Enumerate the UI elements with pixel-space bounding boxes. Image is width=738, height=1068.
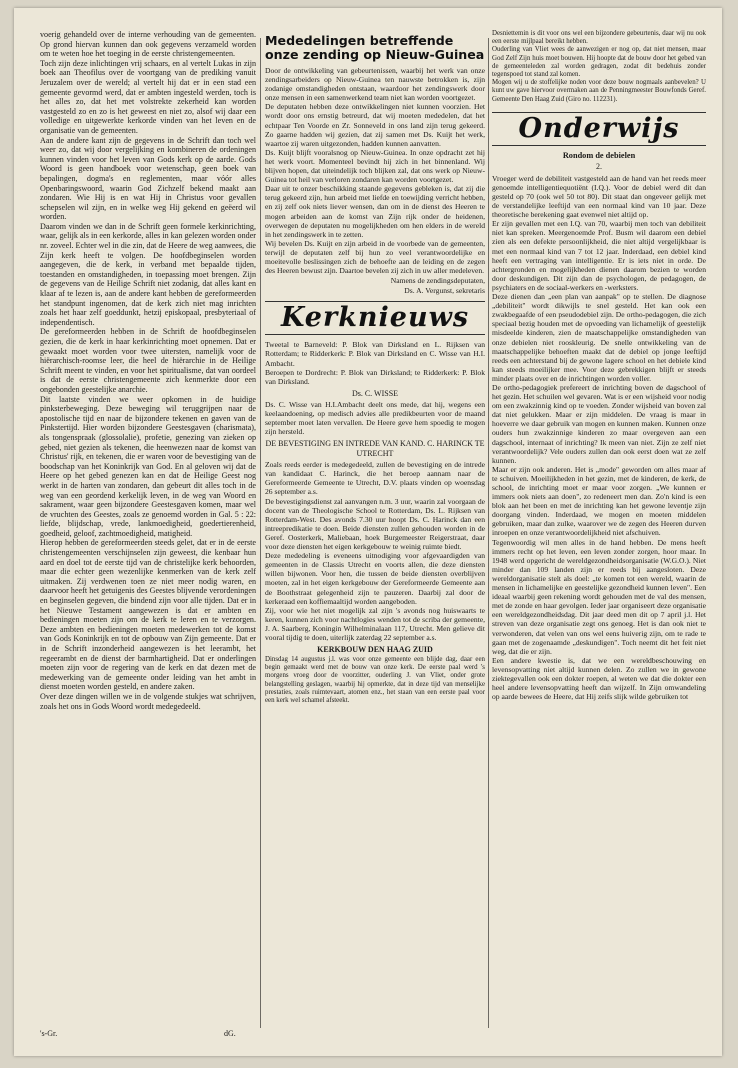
signature-line: Namens de zendingsdeputaten, (390, 276, 485, 286)
article-paragraph: De bevestigingsdienst zal aanvangen n.m. 3 uur, waarin zal voorgaan de docent van de Theologische School te Rotterdam, Ds. L. Rijksen van Rotterdam-West. Des avonds 7.30 uur hoopt Ds. C. Harinck dan een intreepredikatie te doen. Beide diensten zullen gehouden worden in de Geref. Oosterkerk, Maliebaan, hoek Burgemeester Reigerstraat, daar voor deze diensten het eigen kerkgebouw te weinig ruimte biedt. (265, 496, 485, 552)
section-heading: DE BEVESTIGING EN INTREDE VAN KAND. C. HARINCK TE UTRECHT (265, 439, 485, 459)
article-paragraph: Door de ontwikkeling van gebeurtenissen, waarbij het werk van onze zendingsarbeiders op Nieuw-Guinea ten nauwste betrokken is, zijn zodanige omstandigheden ontstaan, waardoor het zendingswerk door onze mensen in een samenwerkend team niet kan worden voortgezet. (265, 66, 485, 103)
column-middle (265, 30, 485, 1030)
article-paragraph: De gereformeerden hebben in de Schrift de hoofdbeginselen gezien, die de kerk in haar kerkinrichting moet opnemen. Dat er gewaakt moet worden voor twee uitersten, namelijk voor de hiërarchisch-roomse leer, die heel de hiërarchie in de Heilige Schrift meent te vinden, en voor het spiritualisme, dat van oordeel is dat de eerste christengemeente zich kenmerkte door een ongebonden geestelijke anarchie. (40, 327, 256, 394)
article-paragraph: De deputaten hebben deze ontwikkelingen niet kunnen voorzien. Het wordt door ons ernstig betreurd, dat wij moeten mededelen, dat het echtpaar Ten Voorde en Zr. Sonneveld in ons land zijn terug gekeerd. Zo gaarne hadden wij gezien, dat zij samen met Ds. Kuijt het werk, waartoe zij waren uitgezonden, hadden kunnen aanvatten. (265, 102, 485, 148)
article-paragraph: Er zijn gevallen met een I.Q. van 70, waarbij men toch van debiliteit niet kan spreken. Meergenoemde Prof. Busm wil daarom een debiel zien als een defekte persoonlijkheid, die niet altijd vergelijkbaar is met een normaal kind van 7 tot 12 jaar. Inderdaad, een debiel kind heeft een vertraging van intelligentie. Er is iets niet in orde. De achtergronden en mogelijkheden dienen daarom bezien te worden door deskundigen. Dit zijn dan de psychologen, de pedagogen, de psychiaters en de sociaal-werkers en -werksters. (492, 219, 706, 292)
kerknieuws-header (265, 301, 485, 335)
newspaper-page (14, 8, 722, 1056)
column-left (40, 30, 256, 1030)
article-number: 2. (596, 161, 602, 171)
footer-right: dG. (224, 1029, 236, 1038)
article-paragraph: Dit laatste vinden we weer opkomen in de huidige pinksterbeweging. Deze beweging wil teruggrijpen naar de apostolische tijd en naar de bijzondere tekenen en gaven van de Pinkstertijd. Hier worden bijzondere Geestesgaven (charismata), als tongenspraak (glossolalie), profetie, genezing van zieken op gebed, niet gezien als tekenen, die heenwezen naar de komst van Christus' rijk, en tekenen, die er waren voor de bevestiging van de boodschap van het Koninkrijk van God. En al geloven wij dat de Heere op het gebed genezen kan en dat de Heilige Geest nog werkt in de harten van zondaren, dan gebeurt dit alles toch in de weg van een geordend kerkelijk leven, in de weg van Woord en sakrament, waar geen bijzondere Geestesgaven komen, maar wel de vruchten des Geestes, zoals ze genoemd worden in Gal. 5 : 22: liefde, blijdschap, vrede, lankmoedigheid, goedertierenheid, goedheid, geloof, zachtmoedigheid, matigheid. (40, 394, 256, 538)
article-paragraph: Desniettemin is dit voor ons wel een bijzondere gebeurtenis, daar wij nu ook een eerste mijlpaal bereikt hebben. (492, 30, 706, 46)
article-paragraph: Daar uit te onzer beschikking staande gegevens gebleken is, dat zij die terug gekeerd zijn, hun arbeid met liefde en toewijding verricht hebben, en zij zelf ook niets liever wensen, dan om in de dienst des Heeren te mogen arbeiden aan de komst van Zijn rijk onder de heidenen, overwegen de deputaten nu mogelijkheden om hen elders in de wereld in het zendingswerk in te zetten. (265, 184, 485, 239)
article-paragraph: Deze mededeling is eveneens uitnodiging voor afgevaardigden van gemeenten in de Classis Utrecht en voorts allen, die deze diensten willen bijwonen. Voor hen, die tussen de beide diensten overblijven moeten, zal in het eigen kerkgebouw der Gereformeerde Gemeente aan de Boothstraat gelegenheid zijn te pauzeren. Daarbij zal door de kerkeraad een koffiemaaltijd worden aangeboden. (265, 551, 485, 606)
article-paragraph: Dinsdag 14 augustus j.l. was voor onze gemeente een blijde dag, daar een begin gemaakt werd met de bouw van onze kerk. De eerste paal werd 's morgens vroeg door de voorzitter, ouderling J. van Vliet, onder grote belangstelling geslagen, waarbij hij opmerkte, dat in deze tijd van menselijke prestaties, zoals ruimtevaart, atomen enz., het staan van een eerste paal voor een kerk wel schamel afsteekt. (265, 656, 485, 705)
article-paragraph: Hierop hebben de gereformeerden steeds gelet, dat er in de eerste christengemeenten verschijnselen zijn geweest, die kenbaar hun aard en doel tot de eerste tijd van de christelijke kerk behoorden, maar die echter geen wezenlijke kenmerken van de kerk zelf uitmaken. Zij verdwenen toen ze niet meer nodig waren, en daarvoor heeft het getuigenis des Geestes blijvende verordeningen en beginselen gegeven, die bindend zijn voor alle tijden. Dat er in het Nieuwe Testament aangewezen is dat er ambten en bedieningen moeten zijn om de kerk te leren en te verzorgen. Deze ambten en bedieningen moeten medewerken tot de komst van Gods Koninkrijk en tot de opbouw van Zijn gemeente. Dat er in de Schrift inzonderheid aangewezen is het leerambt, het regeerambt en de dienst der barmhartigheid. Dat er onderlingen moeten zijn voor de regering van de kerk en dat dezen met de medewerking van de gemeente onder leiding van het ambt in dienst moeten worden gesteld, en andere zaken. (40, 538, 256, 692)
article-paragraph: Toch zijn deze inlichtingen vrij schaars, en al vertelt Lukas in zijn boek aan Theofilus over de voortgang van de prediking vanuit Jeruzalem over de wereld; al vertelt hij dat er in een stad een gemeente gevormd werd, dat er ambten ingesteld werden, toch is het alles zo, dat het met volstrekte zekerheid kan worden vastgesteld zo en zo is het geweest en niet zo, alsof wij daar een volledige en uitgewerkte kerkorde vinden van het leven en de organisatie van de gemeenten. (40, 58, 256, 135)
onderwijs-header (492, 112, 706, 146)
article-paragraph: Aan de andere kant zijn de gegevens in de Schrift dan toch wel weer zo, dat wij door vergelijking en kombineren de ordeningen kunnen vinden voor het leven van Gods kerk op de aarde. Gods Woord is geen handboek voor wetenschap, geen boek van bepalingen, dogma's en reglementen, maar vóór alles Openbaringswoord, waarin God Zichzelf bekend maakt aan zondaren. Wie Hij is en wat Hij in Christus voor gevallen schepselen wil zijn, en in welke weg Hij gekend en geëerd wil worden. (40, 135, 256, 222)
article-paragraph: Beroepen te Dordrecht: P. Blok van Dirksland; te Ridderkerk: P. Blok van Dirksland. (265, 367, 485, 386)
onderwijs-title: Onderwijs (518, 112, 680, 144)
article-paragraph: De ortho-pedagogiek prefereert de inrichting boven de dagschool of het gezin. Het schuilen wel gevaren. Wat is er een wijsheid voor nodig om een zwakzinnig kind op te voeden. Zonder wijsheid van boven zal dat niet gelukken. Maar er zijn middelen. De vraag is maar in hoeverre we daar gebruik van mogen en kunnen maken. Kunnen onze ouders hun zwakzinnige kinderen zo maar overgeven aan een dagschool, internaat of inrichting? Ik meen van niet. Zijn ze zelf niet verantwoordelijk? Vele ouders zullen dan ook eerst doen wat ze zelf kunnen. (492, 382, 706, 465)
article-paragraph: voerig gehandeld over de interne verhouding van de gemeenten. Op grond hiervan kunnen dan ook gegevens verzameld worden om te weten hoe het toeging in de eerste christengemeenten. (40, 30, 256, 59)
article-paragraph: Over deze dingen willen we in de volgende stukjes wat schrijven, zoals het ons in Gods Woord wordt medegedeeld. (40, 691, 256, 711)
article-paragraph: Tegenwoordig wil men alles in de hand hebben. De mens heeft immers recht op het leven, een leven zonder zorgen, hoor maar. In 1948 werd opgericht de wereldgezondheidsorganisatie (W.G.O.). Niet minder dan 109 landen zijn er reeds bij aangesloten. Deze wereldorganisatie stelt als doel: „te komen tot een wereld, waarin de mensen in lichamelijke en geestelijke gezondheid kunnen leven". Een ideaal waarbij geen rekening wordt gehouden met de val des mensen, met de zonde en haar gevolgen. Ieder jaar organiseert deze organisatie een wereldgezondheidsdag. Dit jaar deed men dit op 7 april j.l. Het streven van deze organisatie zegt ons genoeg. Het is dan ook niet te verwonderen, dat velen van ons wel eens huiverig zijn, om te rade te gaan met de zogenaamde „deskundigen". Toch neemt dit het feit niet weg, dat die er zijn. (492, 537, 706, 656)
article-paragraph: Deze dienen dan „een plan van aanpak" op te stellen. De diagnose „debiliteit" wordt dikwijls te snel gesteld. Het kan ook een zwakbegaafde of een pseudodebiel zijn. De ortho-pedagogen, die zich speciaal bezig houden met de opvoeding van lichamelijk of geestelijk misdeelde kinderen, zien de maatschappelijke omstandigheden van onze debielen niet rooskleurig. De snelle ontwikkeling van de maatschappelijke behoeften maakt dat de debiel op jonge leeftijd reeds een achterstand bij de gewone lagere school en het debiele kind kan steeds moeilijker mee. Voor deze gebrekkigen blijft er steeds minder plaats over en de inrichtingen worden voller. (492, 292, 706, 383)
article-paragraph: Tweetal te Barneveld: P. Blok van Dirksland en L. Rijksen van Rotterdam; te Ridderkerk: P. Blok van Dirksland en C. Wisse van H.I. Ambacht. (265, 340, 485, 368)
section-heading: KERKBOUW DEN HAAG ZUID (317, 645, 433, 655)
article-paragraph: Vroeger werd de debiliteit vastgesteld aan de hand van het reeds meer genoemde intelligentiequotiënt (I.Q.). Voor de debiel werd dit dan gesteld op 70 (ook wel 50 tot 80). Dit staat dan ongeveer gelijk met de verstandelijke leeftijd van een normaal kind van 10 jaar. Deze theoretische berekening gaat evenwel niet altijd op. (492, 173, 706, 220)
article-paragraph: Mogen wij u de stoffelijke noden voor deze bouw nogmaals aanbevelen? U kunt uw gave hiervoor overmaken aan de Penningmeester Bouwfonds Geref. Gemeente Den Haag Zuid (Giro no. 112231). (492, 79, 706, 103)
kerknieuws-title: Kerknieuws (280, 302, 470, 334)
article-paragraph: Daarom vinden we dan in de Schrift geen formele kerkinrichting, waar, gelijk als in een kerkorde, alles in kan gelezen worden onder nr. zoveel. Echter wel in die zin, dat de Heere de weg aanwees, die Zijn kerk heeft te volgen. De hoofdbeginselen worden aangegeven, die de kerk, in verband met bepaalde tijden, toestanden en omstandigheden, in toepassing moet brengen. Zijn de gegevens van de Heilige Schrift niet zodanig, dat alles kant en klaar af te lezen is, aan de andere kant hebben de gereformeerden het standpunt ingenomen, dat de kerk zich niet mag inrichten zoals het haar zelf goeddunkt, hetzij episkopaal, presbyteriaal of independentisch. (40, 221, 256, 327)
article-paragraph: Zoals reeds eerder is medegedeeld, zullen de bevestiging en de intrede van kandidaat C. Harinck, die het beroep aannam naar de Gereformeerde Gemeente te Utrecht, D.V. plaats vinden op woensdag 26 september a.s. (265, 460, 485, 497)
column-divider (260, 38, 261, 1028)
mededelingen-title: Mededelingen betreffende onze zending op Nieuw-Guinea (265, 33, 485, 62)
section-heading: Ds. C. WISSE (351, 388, 399, 398)
article-paragraph: Maar er zijn ook anderen. Het is „mode" geworden om alles maar af te schuiven. Moeilijkheden in het gezin, met de kinderen, de kerk, de school, de inrichting moet er maar voor zorgen. „We kunnen er immers ook niets aan doen", zo redeneert men dan. Zo'n kind is een blok aan het been en met de inrichting kan het gewone leventje zijn doorgang vinden. Inderdaad, we mogen en moeten middelen gebruiken, maar dan zulke, waarover we de zegen des Heeren durven inroepen en onze verantwoordelijkheid niet afschuiven. (492, 464, 706, 538)
article-paragraph: Zij, voor wie het niet mogelijk zal zijn 's avonds nog huiswaarts te keren, kunnen zich voor nachtlogies wenden tot de scriba der gemeente, J. A. Saarberg, Koningin Wilhelminalaan 117, Utrecht. Men gelieve dit vooral tijdig te doen, uiterlijk zaterdag 22 september a.s. (265, 605, 485, 642)
column-right (492, 30, 706, 1030)
article-paragraph: Ouderling van Vliet wees de aanwezigen er nog op, dat niet mensen, maar God Zelf Zijn huis moet bouwen. Hij hoopte dat de bouw door het gebed van de gemeenteleden zal worden gedragen, zodat dit bedehuis zonder tegenspoed tot stand zal komen. (492, 46, 706, 79)
article-paragraph: Ds. C. Wisse van H.I.Ambacht deelt ons mede, dat hij, wegens een keelaandoening, op medisch advies alle predikbeurten voor de maand september moet laten vervallen. De Heere geve hem spoedig te mogen zijn hersteld. (265, 399, 485, 437)
footer-left: 's-Gr. (40, 1029, 58, 1038)
article-paragraph: Ds. Kuijt blijft vooralsnog op Nieuw-Guinea. In onze opdracht zet hij het werk voort. Momenteel bevindt hij zich in het binnenland. Wij blijven hopen, dat uiteindelijk toch blijken zal, dat ons werk op Nieuw-Guinea tot heil van verloren zondaren kan worden voortgezet. (265, 147, 485, 185)
column-divider (488, 38, 489, 1028)
signature-line: Ds. A. Vergunst, sekretaris (404, 286, 485, 296)
article-paragraph: Een andere kwestie is, dat we een wereldbeschouwing en levensopvatting niet altijd kunnen delen. Zo zullen we in gewone ziektegevallen ook een dokter roepen, al weten we dat die dokter een heel andere levensopvatting heeft dan wijzelf. In Zijn omwandeling op aarde bewees de Heere, dat Hij zeifs slijk wilde gebruiken tot (492, 655, 706, 702)
article-paragraph: Wij bevelen Ds. Kuijt en zijn arbeid in de voorbede van de gemeenten, terwijl de deputaten zelf bij hun zo veel verantwoordelijke en moeitevolle beslissingen zich de behoefte aan de leiding en de zegen des Heeren bewust zijn. Daartoe bevelen zij zich in uw aller medeleven. (265, 238, 485, 276)
article-subtitle: Rondom de debielen (562, 150, 636, 160)
